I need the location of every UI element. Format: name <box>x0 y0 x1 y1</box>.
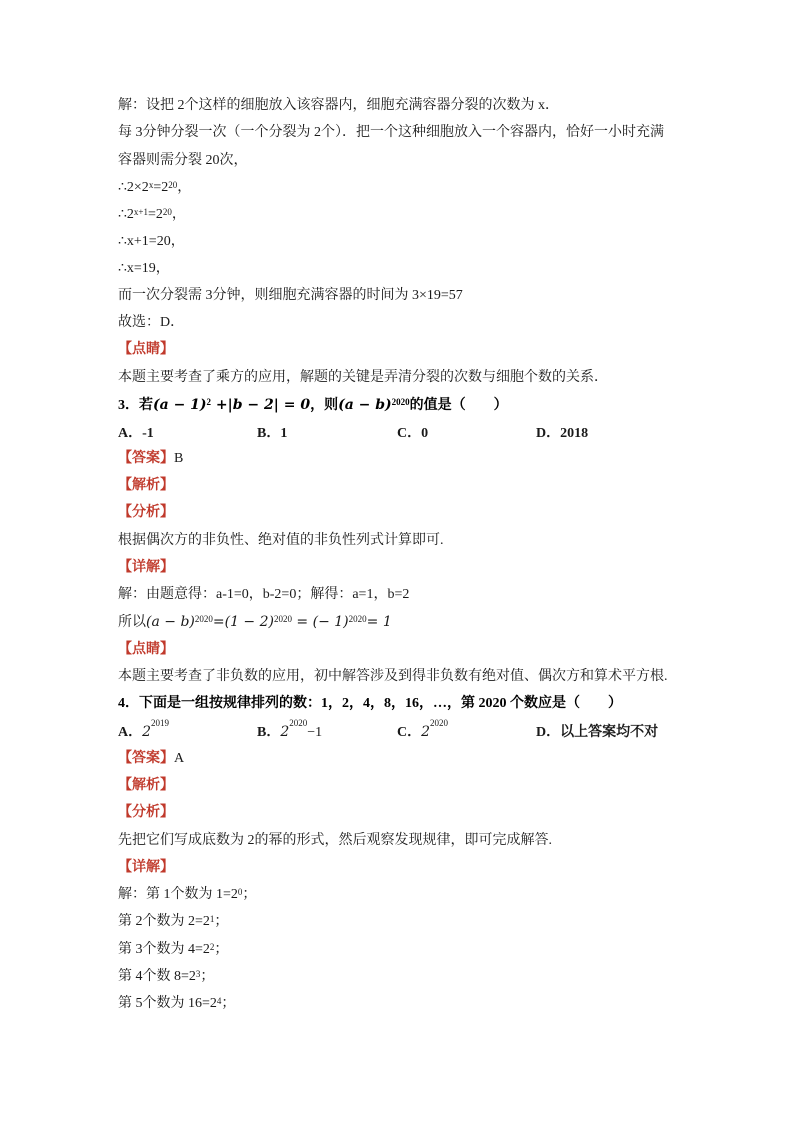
exponent: 2020 <box>194 614 213 624</box>
text-span: ； <box>242 887 257 902</box>
question-4-stem: 4．下面是一组按规律排列的数：1，2，4，8，16，…，第 2020 个数应是（ ） <box>118 696 622 711</box>
question-3-stem <box>118 395 508 416</box>
answer-label: 【答案】 <box>118 451 174 466</box>
text-span: ； <box>214 942 229 957</box>
answer-value: A <box>174 751 185 766</box>
q4-detail-line-5 <box>118 994 235 1014</box>
text-span: ，则 <box>310 398 339 413</box>
q3-fenxi-label: 【分析】 <box>118 505 174 520</box>
text-span: B． <box>257 725 281 740</box>
q4-answer <box>118 749 184 769</box>
exponent: 2 <box>209 942 215 952</box>
solution-line-3: 容器则需分裂 20次， <box>118 153 248 168</box>
exponent: 20 <box>162 207 172 217</box>
q3-option-d: D．2018 <box>536 426 589 441</box>
math-span: (a − 1) <box>153 397 207 413</box>
text-span: ∴2 <box>118 207 134 222</box>
text-span: ， <box>177 180 192 195</box>
q4-jiexi-label: 【解析】 <box>118 778 174 793</box>
solution-line-9: 故选：D． <box>118 315 185 330</box>
text-span: A． <box>118 725 143 740</box>
q3-jiexi-label: 【解析】 <box>118 478 174 493</box>
q3-dianjing-text: 本题主要考查了非负数的应用，初中解答涉及到得非负数有绝对值、偶次方和算术平方根. <box>118 669 668 684</box>
text-span: 解：第 1个数为 1=2 <box>118 887 238 902</box>
text-span: 第 4个数 8=2 <box>118 969 196 984</box>
math-span: 2 <box>142 724 152 740</box>
q3-answer <box>118 449 183 469</box>
q4-detail-line-4 <box>118 967 214 987</box>
exponent: x+1 <box>133 207 148 217</box>
exponent: 2020 <box>430 718 449 728</box>
math-span: +|b − 2| = 0 <box>211 397 311 413</box>
math-span: 2 <box>421 724 431 740</box>
q3-option-a: A．-1 <box>118 426 154 441</box>
math-span: (a − b) <box>146 614 195 630</box>
math-span: 2 <box>280 724 290 740</box>
dianjing-text: 本题主要考查了乘方的应用，解题的关键是弄清分裂的次数与细胞个数的关系． <box>118 370 608 385</box>
q3-detail-line-1: 解：由题意得：a-1=0，b-2=0；解得：a=1，b=2 <box>118 587 410 602</box>
exponent: x <box>148 180 154 190</box>
math-span: (a − b) <box>338 397 392 413</box>
exponent: 0 <box>237 887 243 897</box>
q4-detail-line-1 <box>118 885 256 905</box>
math-span: = (− 1) <box>291 614 349 630</box>
text-span: ； <box>221 996 236 1011</box>
answer-label: 【答案】 <box>118 751 174 766</box>
text-span: 第 5个数为 16=2 <box>118 996 217 1011</box>
text-span: ； <box>214 914 229 929</box>
exponent: 1 <box>209 914 215 924</box>
text-span: ， <box>171 207 186 222</box>
math-span: = 1 <box>366 614 392 630</box>
text-span: 的值是（ ） <box>409 398 508 413</box>
exponent: 20 <box>168 180 178 190</box>
section-label-dianjing: 【点睛】 <box>118 342 174 357</box>
exponent: 2020 <box>391 397 410 407</box>
q4-option-c <box>397 718 449 741</box>
q4-option-d: D．以上答案均不对 <box>536 725 659 740</box>
math-span: −1 <box>307 725 323 740</box>
exponent: 2020 <box>289 718 308 728</box>
text-span: 所以 <box>118 615 146 630</box>
solution-line-1: 解：设把 2个这样的细胞放入该容器内，细胞充满容器分裂的次数为 x． <box>118 98 559 113</box>
solution-line-7: ∴x=19， <box>118 261 170 276</box>
exponent: 4 <box>216 996 222 1006</box>
q3-dianjing-label: 【点睛】 <box>118 642 174 657</box>
exponent: 2019 <box>151 718 170 728</box>
q3-option-c: C．0 <box>397 426 429 441</box>
q4-option-a <box>118 718 170 741</box>
text-span: ∴2×2 <box>118 180 149 195</box>
exponent: 3 <box>195 969 201 979</box>
q3-fenxi-text: 根据偶次方的非负性、绝对值的非负性列式计算即可. <box>118 533 444 548</box>
q4-detail-line-2 <box>118 912 228 932</box>
exponent: 2 <box>206 397 212 407</box>
q4-detail-line-3 <box>118 940 228 960</box>
text-span: =2 <box>148 207 163 222</box>
q4-fenxi-text: 先把它们写成底数为 2的幂的形式，然后观察发现规律，即可完成解答. <box>118 833 552 848</box>
solution-line-4 <box>118 178 191 198</box>
text-span: =2 <box>153 180 169 195</box>
solution-line-8: 而一次分裂需 3分钟，则细胞充满容器的时间为 3×19=57 <box>118 288 463 303</box>
solution-line-2: 每 3分钟分裂一次（一个分裂为 2个）．把一个这种细胞放入一个容器内，恰好一小时充满 <box>118 125 664 140</box>
solution-line-5 <box>118 205 186 225</box>
exponent: 2020 <box>273 614 292 624</box>
q4-option-b <box>257 718 323 741</box>
solution-line-6: ∴x+1=20， <box>118 234 185 249</box>
text-span: ； <box>200 969 215 984</box>
q3-option-b: B．1 <box>257 426 288 441</box>
exponent: 2020 <box>348 614 367 624</box>
q3-xiangjie-label: 【详解】 <box>118 560 174 575</box>
text-span: 第 2个数为 2=2 <box>118 914 210 929</box>
math-span: =(1 − 2) <box>212 614 274 630</box>
q3-detail-line-2 <box>118 612 392 633</box>
q4-fenxi-label: 【分析】 <box>118 805 174 820</box>
text-span: C． <box>397 725 422 740</box>
text-span: 3．若 <box>118 398 153 413</box>
text-span: 第 3个数为 4=2 <box>118 942 210 957</box>
q4-xiangjie-label: 【详解】 <box>118 860 174 875</box>
answer-value: B <box>174 451 184 466</box>
